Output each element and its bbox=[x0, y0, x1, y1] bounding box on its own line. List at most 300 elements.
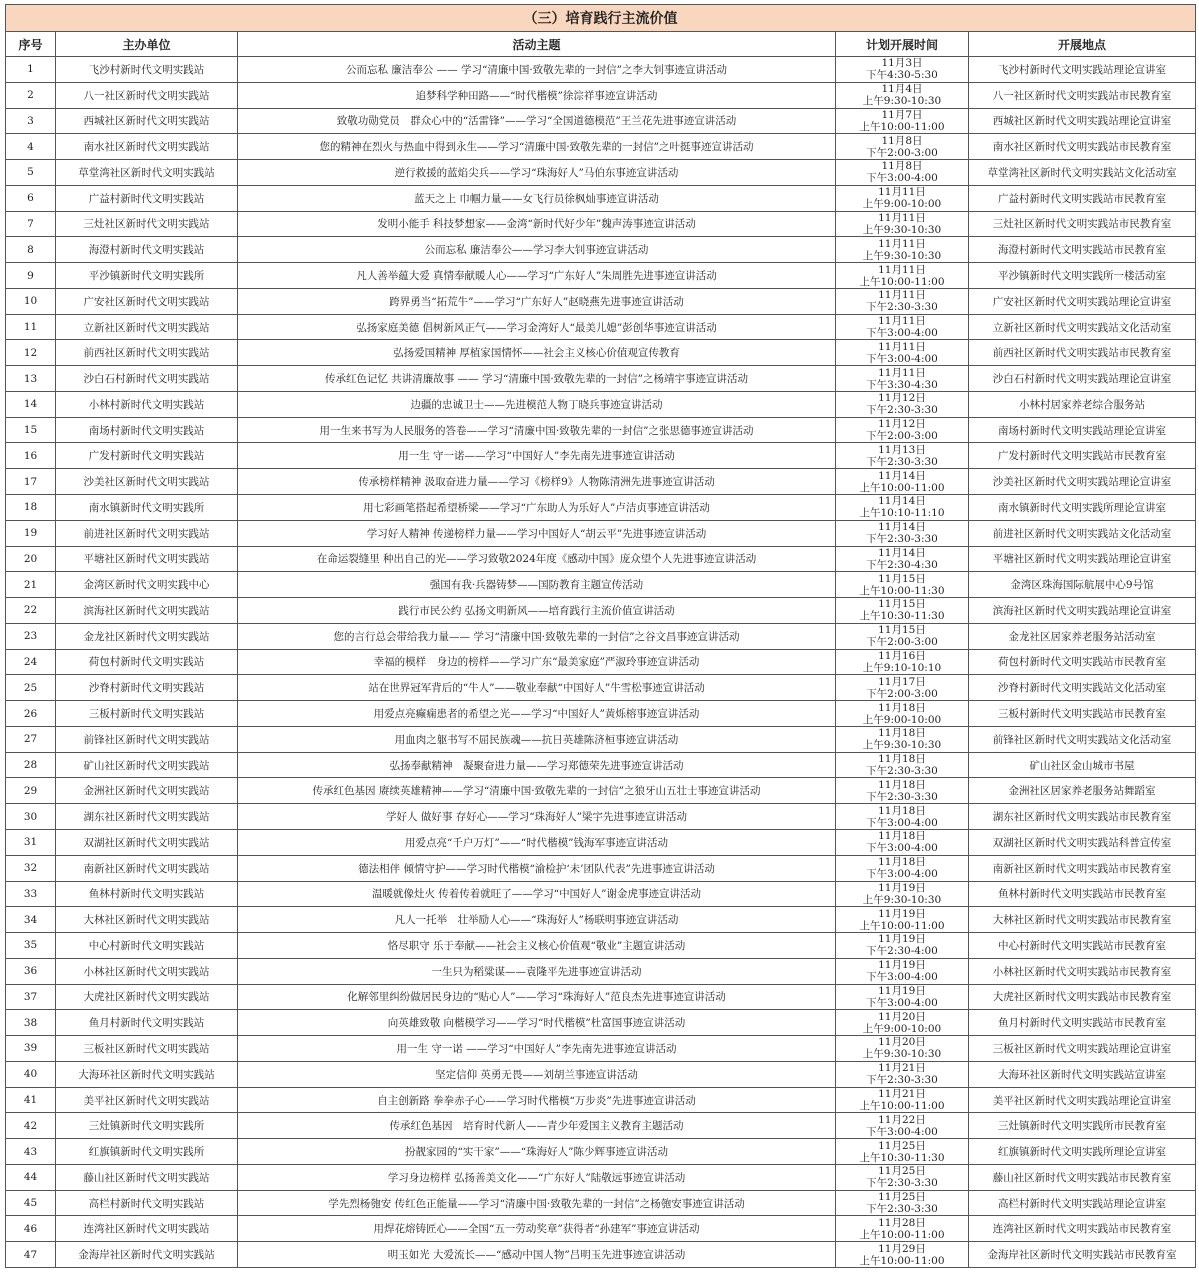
cell-location: 鱼林村新时代文明实践站市民教育室 bbox=[969, 881, 1196, 907]
time-date: 11月18日 bbox=[878, 804, 926, 817]
cell-location: 大虎社区新时代文明实践站市民教育室 bbox=[969, 984, 1196, 1010]
cell-organizer: 平塘社区新时代文明实践站 bbox=[56, 546, 238, 572]
cell-time bbox=[836, 1113, 969, 1139]
time-range: 下午3:00-4:00 bbox=[866, 971, 938, 984]
cell-theme: 传承红色基因 赓续英雄精神——学习“清廉中国·致敬先辈的一封信”之狼牙山五壮士事迹宣讲活动 bbox=[238, 778, 836, 804]
cell-time bbox=[836, 314, 969, 340]
cell-location: 三灶社区新时代文明实践站市民教育室 bbox=[969, 211, 1196, 237]
time-range: 上午10:00-11:00 bbox=[859, 919, 945, 932]
cell-location: 小林社区新时代文明实践站市民教育室 bbox=[969, 958, 1196, 984]
cell-time bbox=[836, 546, 969, 572]
time-date: 11月11日 bbox=[878, 263, 926, 276]
cell-location: 三灶镇新时代文明实践所市民教育室 bbox=[969, 1113, 1196, 1139]
time-date: 11月11日 bbox=[878, 211, 926, 224]
cell-theme: 站在世界冠军背后的“牛人”——敬业奉献“中国好人”牛雪松事迹宣讲活动 bbox=[238, 675, 836, 701]
cell-organizer: 金湾区新时代文明实践中心 bbox=[56, 572, 238, 598]
cell-time bbox=[836, 1061, 969, 1087]
cell-location: 金洲社区居家养老服务站舞蹈室 bbox=[969, 778, 1196, 804]
cell-organizer: 前锋社区新时代文明实践站 bbox=[56, 726, 238, 752]
time-date: 11月11日 bbox=[878, 315, 926, 328]
time-date: 11月14日 bbox=[878, 521, 926, 534]
table-row bbox=[6, 1164, 1196, 1190]
cell-time bbox=[836, 1087, 969, 1113]
cell-organizer: 大海环社区新时代文明实践站 bbox=[56, 1061, 238, 1087]
time-range: 下午2:30-3:30 bbox=[866, 1074, 938, 1087]
cell-time bbox=[836, 1010, 969, 1036]
table-row bbox=[6, 649, 1196, 675]
cell-organizer: 三板社区新时代文明实践站 bbox=[56, 1036, 238, 1062]
cell-time bbox=[836, 752, 969, 778]
time-range: 下午2:30-3:30 bbox=[866, 765, 938, 778]
cell-seq: 33 bbox=[6, 881, 56, 907]
time-range: 上午10:00-11:00 bbox=[859, 1100, 945, 1112]
cell-seq: 24 bbox=[6, 649, 56, 675]
cell-location: 海澄村新时代文明实践站市民教育室 bbox=[969, 237, 1196, 263]
cell-time bbox=[836, 701, 969, 727]
cell-time bbox=[836, 288, 969, 314]
table-row bbox=[6, 804, 1196, 830]
cell-seq: 38 bbox=[6, 1010, 56, 1036]
header-theme: 活动主题 bbox=[238, 32, 836, 57]
time-date: 11月11日 bbox=[878, 289, 926, 302]
cell-time bbox=[836, 958, 969, 984]
time-date: 11月16日 bbox=[878, 649, 926, 662]
cell-theme: 在命运裂缝里 种出自己的光——学习致敬2024年度《感动中国》庞众望个人先进事迹宣讲活动 bbox=[238, 546, 836, 572]
cell-theme: 传承榜样精神 汲取奋进力量——学习《榜样9》人物陈清洲先进事迹宣讲活动 bbox=[238, 469, 836, 495]
cell-location: 沙脊村新时代文明实践站文化活动室 bbox=[969, 675, 1196, 701]
cell-organizer: 金海岸社区新时代文明实践站 bbox=[56, 1242, 238, 1268]
cell-time bbox=[836, 778, 969, 804]
cell-theme: 公而忘私 廉洁奉公 —— 学习“清廉中国·致敬先辈的一封信”之李大钊事迹宣讲活动 bbox=[238, 57, 836, 83]
cell-theme: 致敬功勋党员 群众心中的“活雷锋”——学习“全国道德模范”王兰花先进事迹宣讲活动 bbox=[238, 108, 836, 134]
cell-theme: 边疆的忠诚卫士——先进模范人物丁晓兵事迹宣讲活动 bbox=[238, 391, 836, 417]
table-row bbox=[6, 160, 1196, 186]
cell-seq: 19 bbox=[6, 520, 56, 546]
cell-organizer: 滨海社区新时代文明实践站 bbox=[56, 598, 238, 624]
cell-location: 南场村新时代文明实践站理论宣讲室 bbox=[969, 417, 1196, 443]
table-row bbox=[6, 1010, 1196, 1036]
time-date: 11月15日 bbox=[878, 598, 926, 611]
time-range: 上午10:10-11:10 bbox=[859, 507, 945, 520]
table-row bbox=[6, 546, 1196, 572]
cell-organizer: 金龙社区新时代文明实践站 bbox=[56, 623, 238, 649]
table-row bbox=[6, 82, 1196, 108]
table-row bbox=[6, 907, 1196, 933]
cell-theme: 自主创新路 拳拳赤子心——学习时代楷模“万步炎”先进事迹宣讲活动 bbox=[238, 1087, 836, 1113]
time-date: 11月14日 bbox=[878, 495, 926, 508]
cell-seq: 42 bbox=[6, 1113, 56, 1139]
time-date: 11月14日 bbox=[878, 469, 926, 482]
table-row bbox=[6, 1087, 1196, 1113]
cell-seq: 37 bbox=[6, 984, 56, 1010]
cell-time bbox=[836, 649, 969, 675]
cell-seq: 10 bbox=[6, 288, 56, 314]
cell-organizer: 大林社区新时代文明实践站 bbox=[56, 907, 238, 933]
cell-seq: 4 bbox=[6, 134, 56, 160]
time-date: 11月14日 bbox=[878, 546, 926, 559]
time-date: 11月4日 bbox=[881, 83, 923, 96]
time-date: 11月15日 bbox=[878, 624, 926, 637]
table-row bbox=[6, 469, 1196, 495]
cell-location: 广益村新时代文明实践站市民教育室 bbox=[969, 185, 1196, 211]
cell-theme: 幸福的模样 身边的榜样——学习广东“最美家庭”严淑玲事迹宣讲活动 bbox=[238, 649, 836, 675]
cell-location: 八一社区新时代文明实践站市民教育室 bbox=[969, 82, 1196, 108]
table-row bbox=[6, 340, 1196, 366]
cell-theme: 弘扬爱国精神 厚植家国情怀——社会主义核心价值观宣传教育 bbox=[238, 340, 836, 366]
cell-seq: 1 bbox=[6, 57, 56, 83]
cell-time bbox=[836, 675, 969, 701]
cell-seq: 6 bbox=[6, 185, 56, 211]
cell-organizer: 小林村新时代文明实践站 bbox=[56, 391, 238, 417]
cell-location: 金海岸社区新时代文明实践站市民教育室 bbox=[969, 1242, 1196, 1268]
time-date: 11月11日 bbox=[878, 186, 926, 199]
cell-time bbox=[836, 726, 969, 752]
cell-organizer: 沙白石村新时代文明实践站 bbox=[56, 366, 238, 392]
table-row bbox=[6, 752, 1196, 778]
time-range: 下午2:00-3:00 bbox=[866, 687, 938, 700]
header-location: 开展地点 bbox=[969, 32, 1196, 57]
cell-time bbox=[836, 443, 969, 469]
cell-organizer: 双湖社区新时代文明实践站 bbox=[56, 829, 238, 855]
cell-location: 湖东社区新时代文明实践站市民教育室 bbox=[969, 804, 1196, 830]
cell-location: 沙美社区新时代文明实践站理论宣讲室 bbox=[969, 469, 1196, 495]
time-date: 11月25日 bbox=[878, 1165, 926, 1178]
cell-seq: 32 bbox=[6, 855, 56, 881]
cell-time bbox=[836, 1036, 969, 1062]
cell-seq: 22 bbox=[6, 598, 56, 624]
cell-location: 前锋社区新时代文明实践站文化活动室 bbox=[969, 726, 1196, 752]
cell-time bbox=[836, 572, 969, 598]
cell-seq: 3 bbox=[6, 108, 56, 134]
time-range: 上午10:00-11:00 bbox=[859, 1254, 945, 1267]
time-range: 上午10:00-11:30 bbox=[859, 584, 945, 597]
time-date: 11月18日 bbox=[878, 727, 926, 740]
table-row bbox=[6, 108, 1196, 134]
cell-location: 大海环社区新时代文明实践站宣讲室 bbox=[969, 1061, 1196, 1087]
cell-location: 高栏村新时代文明实践站理论宣讲室 bbox=[969, 1190, 1196, 1216]
time-range: 下午4:30-5:30 bbox=[866, 69, 938, 82]
cell-location: 沙白石村新时代文明实践站理论宣讲室 bbox=[969, 366, 1196, 392]
cell-seq: 31 bbox=[6, 829, 56, 855]
time-range: 上午9:10-10:10 bbox=[862, 661, 942, 674]
cell-theme: 您的言行总会带给我力量—— 学习“清廉中国·致敬先辈的一封信”之谷文昌事迹宣讲活动 bbox=[238, 623, 836, 649]
time-date: 11月12日 bbox=[878, 392, 926, 405]
cell-time bbox=[836, 984, 969, 1010]
table-row bbox=[6, 288, 1196, 314]
time-range: 下午3:00-4:00 bbox=[866, 327, 938, 340]
time-date: 11月19日 bbox=[878, 959, 926, 972]
time-date: 11月20日 bbox=[878, 1036, 926, 1049]
cell-location: 前西社区新时代文明实践站市民教育室 bbox=[969, 340, 1196, 366]
cell-theme: 凡人一托举 壮举励人心——“珠海好人”杨联明事迹宣讲活动 bbox=[238, 907, 836, 933]
table-row bbox=[6, 211, 1196, 237]
cell-seq: 7 bbox=[6, 211, 56, 237]
cell-seq: 35 bbox=[6, 933, 56, 959]
time-date: 11月22日 bbox=[878, 1113, 926, 1126]
cell-organizer: 荷包村新时代文明实践站 bbox=[56, 649, 238, 675]
cell-organizer: 沙脊村新时代文明实践站 bbox=[56, 675, 238, 701]
cell-organizer: 连湾社区新时代文明实践站 bbox=[56, 1216, 238, 1242]
time-range: 下午3:00-4:00 bbox=[866, 842, 938, 855]
time-range: 下午2:30-3:30 bbox=[866, 455, 938, 468]
table-row bbox=[6, 1190, 1196, 1216]
cell-seq: 9 bbox=[6, 263, 56, 289]
cell-time bbox=[836, 160, 969, 186]
cell-theme: 用爱点亮癫痫患者的希望之光——学习“中国好人”黄烁榕事迹宣讲活动 bbox=[238, 701, 836, 727]
cell-organizer: 西城社区新时代文明实践站 bbox=[56, 108, 238, 134]
cell-organizer: 鱼林村新时代文明实践站 bbox=[56, 881, 238, 907]
cell-theme: 传承红色记忆 共讲清廉故事 —— 学习“清廉中国·致敬先辈的一封信”之杨靖宇事迹宣讲活动 bbox=[238, 366, 836, 392]
cell-seq: 46 bbox=[6, 1216, 56, 1242]
cell-organizer: 广安社区新时代文明实践站 bbox=[56, 288, 238, 314]
cell-seq: 11 bbox=[6, 314, 56, 340]
cell-location: 南水社区新时代文明实践站市民教育室 bbox=[969, 134, 1196, 160]
cell-theme: 化解邻里纠纷做居民身边的“贴心人”——学习“珠海好人”范良杰先进事迹宣讲活动 bbox=[238, 984, 836, 1010]
time-date: 11月18日 bbox=[878, 753, 926, 766]
cell-seq: 23 bbox=[6, 623, 56, 649]
time-range: 上午9:30-10:30 bbox=[862, 1048, 942, 1061]
cell-time bbox=[836, 469, 969, 495]
time-date: 11月11日 bbox=[878, 366, 926, 379]
cell-theme: 德法相伴 倾情守护——学习时代楷模“渝检护‘未’团队代表”先进事迹宣讲活动 bbox=[238, 855, 836, 881]
table-row bbox=[6, 134, 1196, 160]
cell-theme: 明玉如光 大爱流长——“感动中国人物”吕明玉先进事迹宣讲活动 bbox=[238, 1242, 836, 1268]
time-range: 上午9:30-10:30 bbox=[862, 95, 942, 108]
time-range: 下午3:00-4:00 bbox=[866, 352, 938, 365]
cell-location: 飞沙村新时代文明实践站理论宣讲室 bbox=[969, 57, 1196, 83]
time-range: 上午9:00-10:00 bbox=[862, 198, 942, 211]
time-date: 11月20日 bbox=[878, 1010, 926, 1023]
table-row bbox=[6, 443, 1196, 469]
time-range: 上午10:00-11:00 bbox=[859, 120, 945, 133]
cell-time bbox=[836, 1216, 969, 1242]
cell-time bbox=[836, 598, 969, 624]
cell-location: 南水镇新时代文明实践所理论宣讲室 bbox=[969, 495, 1196, 521]
cell-location: 南新社区新时代文明实践站市民教育室 bbox=[969, 855, 1196, 881]
cell-seq: 28 bbox=[6, 752, 56, 778]
time-range: 下午2:30-3:30 bbox=[866, 790, 938, 803]
cell-location: 藤山社区新时代文明实践站市民教育室 bbox=[969, 1164, 1196, 1190]
time-date: 11月19日 bbox=[878, 984, 926, 997]
cell-organizer: 南水镇新时代文明实践所 bbox=[56, 495, 238, 521]
cell-time bbox=[836, 623, 969, 649]
cell-theme: 传承红色基因 培育时代新人——青少年爱国主义教育主题活动 bbox=[238, 1113, 836, 1139]
cell-organizer: 鱼月村新时代文明实践站 bbox=[56, 1010, 238, 1036]
cell-organizer: 藤山社区新时代文明实践站 bbox=[56, 1164, 238, 1190]
cell-time bbox=[836, 907, 969, 933]
cell-location: 中心村新时代文明实践站市民教育室 bbox=[969, 933, 1196, 959]
time-date: 11月11日 bbox=[878, 237, 926, 250]
cell-organizer: 草堂湾社区新时代文明实践站 bbox=[56, 160, 238, 186]
table-row bbox=[6, 1113, 1196, 1139]
cell-time bbox=[836, 855, 969, 881]
cell-location: 西城社区新时代文明实践站理论宣讲室 bbox=[969, 108, 1196, 134]
cell-time bbox=[836, 495, 969, 521]
cell-seq: 30 bbox=[6, 804, 56, 830]
cell-location: 大林社区新时代文明实践站市民教育室 bbox=[969, 907, 1196, 933]
cell-location: 矿山社区金山城市书屋 bbox=[969, 752, 1196, 778]
cell-organizer: 矿山社区新时代文明实践站 bbox=[56, 752, 238, 778]
table-row bbox=[6, 1242, 1196, 1268]
cell-theme: 强国有我·兵器铸梦——国防教育主题宣传活动 bbox=[238, 572, 836, 598]
cell-seq: 16 bbox=[6, 443, 56, 469]
table-row bbox=[6, 417, 1196, 443]
cell-location: 鱼月村新时代文明实践站市民教育室 bbox=[969, 1010, 1196, 1036]
cell-organizer: 南场村新时代文明实践站 bbox=[56, 417, 238, 443]
cell-seq: 21 bbox=[6, 572, 56, 598]
cell-seq: 27 bbox=[6, 726, 56, 752]
cell-theme: 学习身边榜样 弘扬善美文化——“广东好人”陆敬远事迹宣讲活动 bbox=[238, 1164, 836, 1190]
cell-time bbox=[836, 1190, 969, 1216]
cell-time bbox=[836, 1164, 969, 1190]
cell-organizer: 三板村新时代文明实践站 bbox=[56, 701, 238, 727]
cell-theme: 公而忘私 廉洁奉公——学习李大钊事迹宣讲活动 bbox=[238, 237, 836, 263]
cell-location: 小林村居家养老综合服务站 bbox=[969, 391, 1196, 417]
cell-time bbox=[836, 366, 969, 392]
time-range: 上午10:00-11:00 bbox=[859, 481, 945, 494]
table-row bbox=[6, 57, 1196, 83]
time-date: 11月18日 bbox=[878, 856, 926, 869]
table-row bbox=[6, 237, 1196, 263]
table-header-row bbox=[6, 32, 1196, 57]
time-date: 11月21日 bbox=[878, 1062, 926, 1075]
cell-seq: 47 bbox=[6, 1242, 56, 1268]
cell-location: 前进社区新时代文明实践站文化活动室 bbox=[969, 520, 1196, 546]
header-seq: 序号 bbox=[6, 32, 56, 57]
cell-location: 三板村新时代文明实践站市民教育室 bbox=[969, 701, 1196, 727]
table-row bbox=[6, 881, 1196, 907]
cell-location: 金湾区珠海国际航展中心9号馆 bbox=[969, 572, 1196, 598]
time-range: 下午3:00-4:00 bbox=[866, 1125, 938, 1138]
table-row bbox=[6, 495, 1196, 521]
time-range: 上午10:30-11:30 bbox=[859, 610, 945, 623]
cell-time bbox=[836, 1242, 969, 1268]
time-date: 11月8日 bbox=[881, 134, 923, 147]
time-range: 上午9:30-10:30 bbox=[862, 739, 942, 752]
table-row bbox=[6, 855, 1196, 881]
cell-organizer: 八一社区新时代文明实践站 bbox=[56, 82, 238, 108]
time-date: 11月18日 bbox=[878, 830, 926, 843]
cell-seq: 36 bbox=[6, 958, 56, 984]
cell-organizer: 飞沙村新时代文明实践站 bbox=[56, 57, 238, 83]
table-row bbox=[6, 701, 1196, 727]
cell-seq: 44 bbox=[6, 1164, 56, 1190]
cell-seq: 15 bbox=[6, 417, 56, 443]
time-date: 11月18日 bbox=[878, 778, 926, 791]
time-range: 下午2:30-3:30 bbox=[866, 533, 938, 546]
cell-seq: 34 bbox=[6, 907, 56, 933]
table-title-row bbox=[6, 5, 1196, 32]
cell-location: 三板社区新时代文明实践站理论宣讲室 bbox=[969, 1036, 1196, 1062]
time-range: 上午10:30-11:30 bbox=[859, 1151, 945, 1164]
time-date: 11月8日 bbox=[881, 160, 923, 173]
cell-theme: 学好人 做好事 存好心——学习“珠海好人”梁宇先进事迹宣讲活动 bbox=[238, 804, 836, 830]
time-range: 下午2:00-3:00 bbox=[866, 636, 938, 649]
time-range: 上午9:00-10:00 bbox=[862, 713, 942, 726]
cell-organizer: 前进社区新时代文明实践站 bbox=[56, 520, 238, 546]
time-range: 下午3:00-4:00 bbox=[866, 868, 938, 881]
cell-time bbox=[836, 1139, 969, 1165]
time-range: 下午3:30-4:30 bbox=[866, 378, 938, 391]
cell-location: 广发村新时代文明实践站市民教育室 bbox=[969, 443, 1196, 469]
time-range: 下午3:00-4:00 bbox=[866, 172, 938, 185]
table-row bbox=[6, 185, 1196, 211]
table-row bbox=[6, 263, 1196, 289]
time-range: 上午9:30-10:30 bbox=[862, 223, 942, 236]
cell-theme: 温暖就像灶火 传着传着就旺了——学习“中国好人”谢金虎事迹宣讲活动 bbox=[238, 881, 836, 907]
cell-organizer: 立新社区新时代文明实践站 bbox=[56, 314, 238, 340]
table-row bbox=[6, 778, 1196, 804]
cell-location: 红旗镇新时代文明实践所理论宣讲室 bbox=[969, 1139, 1196, 1165]
cell-theme: 坚定信仰 英勇无畏——刘胡兰事迹宣讲活动 bbox=[238, 1061, 836, 1087]
time-range: 上午9:00-10:00 bbox=[862, 1022, 942, 1035]
cell-seq: 5 bbox=[6, 160, 56, 186]
cell-theme: 跨界勇当“拓荒牛”——学习“广东好人”赵晓燕先进事迹宣讲活动 bbox=[238, 288, 836, 314]
time-date: 11月28日 bbox=[878, 1216, 926, 1229]
cell-time bbox=[836, 417, 969, 443]
cell-organizer: 沙美社区新时代文明实践站 bbox=[56, 469, 238, 495]
time-date: 11月3日 bbox=[881, 57, 923, 70]
cell-theme: 用一生来书写为人民服务的答卷——学习“清廉中国·致敬先辈的一封信”之张思德事迹宣讲活动 bbox=[238, 417, 836, 443]
cell-location: 美平社区新时代文明实践站理论宣讲室 bbox=[969, 1087, 1196, 1113]
cell-seq: 12 bbox=[6, 340, 56, 366]
cell-organizer: 广发村新时代文明实践站 bbox=[56, 443, 238, 469]
cell-seq: 20 bbox=[6, 546, 56, 572]
cell-theme: 用血肉之躯书写不屈民族魂——抗日英雄陈济桓事迹宣讲活动 bbox=[238, 726, 836, 752]
cell-seq: 29 bbox=[6, 778, 56, 804]
time-date: 11月21日 bbox=[878, 1088, 926, 1100]
time-date: 11月17日 bbox=[878, 675, 926, 688]
cell-theme: 用爱点亮“千户万灯”——“时代楷模”钱海军事迹宣讲活动 bbox=[238, 829, 836, 855]
cell-theme: 凡人善举蕴大爱 真情奉献暖人心——学习“广东好人”朱周胜先进事迹宣讲活动 bbox=[238, 263, 836, 289]
time-range: 下午2:30-3:30 bbox=[866, 1203, 938, 1216]
cell-organizer: 中心村新时代文明实践站 bbox=[56, 933, 238, 959]
time-date: 11月19日 bbox=[878, 881, 926, 894]
time-range: 下午2:30-4:00 bbox=[866, 945, 938, 958]
time-date: 11月7日 bbox=[881, 108, 923, 121]
cell-theme: 用一生 守一诺——学习“中国好人”李先南先进事迹宣讲活动 bbox=[238, 443, 836, 469]
cell-location: 平沙镇新时代文明实践所一楼活动室 bbox=[969, 263, 1196, 289]
time-date: 11月15日 bbox=[878, 572, 926, 585]
cell-organizer: 大虎社区新时代文明实践站 bbox=[56, 984, 238, 1010]
cell-time bbox=[836, 134, 969, 160]
cell-organizer: 三灶社区新时代文明实践站 bbox=[56, 211, 238, 237]
cell-organizer: 湖东社区新时代文明实践站 bbox=[56, 804, 238, 830]
table-row bbox=[6, 829, 1196, 855]
cell-organizer: 前西社区新时代文明实践站 bbox=[56, 340, 238, 366]
cell-organizer: 金洲社区新时代文明实践站 bbox=[56, 778, 238, 804]
cell-theme: 学先烈杨匏安 传红色正能量——学习“清廉中国·致敬先辈的一封信”之杨匏安事迹宣讲活动 bbox=[238, 1190, 836, 1216]
cell-theme: 一生只为稻粱谋——袁隆平先进事迹宣讲活动 bbox=[238, 958, 836, 984]
cell-theme: 弘扬家庭美德 倡树新风正气——学习金湾好人“最美儿媳”彭创华事迹宣讲活动 bbox=[238, 314, 836, 340]
time-range: 下午2:30-3:30 bbox=[866, 404, 938, 417]
time-range: 上午9:30-10:30 bbox=[862, 249, 942, 262]
cell-location: 双湖社区新时代文明实践站科普宣传室 bbox=[969, 829, 1196, 855]
cell-location: 连湾社区新时代文明实践站市民教育室 bbox=[969, 1216, 1196, 1242]
time-date: 11月12日 bbox=[878, 418, 926, 431]
table-row bbox=[6, 726, 1196, 752]
time-date: 11月13日 bbox=[878, 443, 926, 456]
time-range: 上午10:00-11:00 bbox=[859, 1228, 945, 1241]
cell-theme: 学习好人精神 传递榜样力量——学习中国好人“胡云平”先进事迹宣讲活动 bbox=[238, 520, 836, 546]
cell-location: 滨海社区新时代文明实践站理论宣讲室 bbox=[969, 598, 1196, 624]
cell-theme: 逆行救援的蓝焰尖兵——学习“珠海好人”马伯东事迹宣讲活动 bbox=[238, 160, 836, 186]
time-date: 11月29日 bbox=[878, 1242, 926, 1255]
cell-time bbox=[836, 520, 969, 546]
table-row bbox=[6, 623, 1196, 649]
cell-location: 金龙社区居家养老服务站活动室 bbox=[969, 623, 1196, 649]
cell-seq: 45 bbox=[6, 1190, 56, 1216]
